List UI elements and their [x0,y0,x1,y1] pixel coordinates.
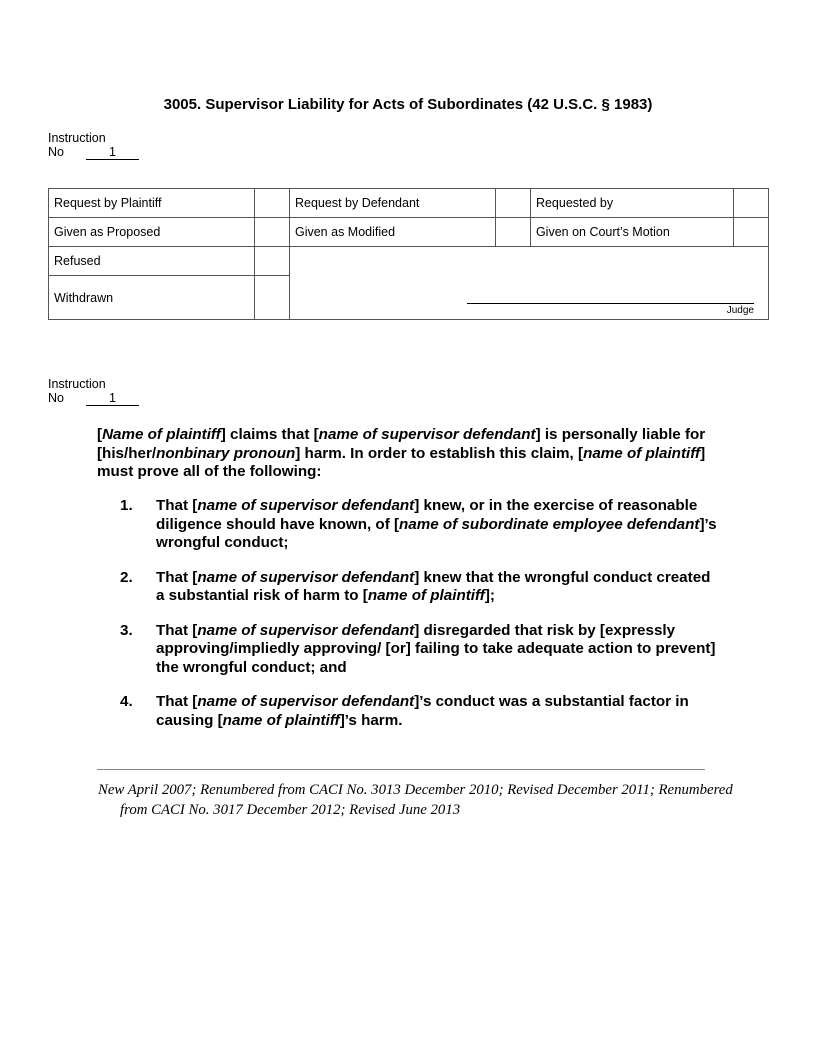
refused-label: Refused [49,247,255,276]
instruction-label: Instruction [48,131,106,145]
request-by-plaintiff-label: Request by Plaintiff [49,189,255,218]
list-item-number: 2. [120,568,133,586]
requested-by-checkbox[interactable] [734,189,769,218]
given-on-courts-motion-checkbox[interactable] [734,218,769,247]
given-as-proposed-label: Given as Proposed [49,218,255,247]
list-item [120,693,720,730]
list-item [120,497,720,553]
list-item-number: 1. [120,497,133,514]
instruction-number: 1 [86,391,139,406]
history-divider [97,769,705,770]
no-label: No [48,391,64,405]
list-item-number: 3. [120,621,133,639]
request-table [48,188,769,320]
list-item-number: 4. [120,693,133,710]
instruction-number-block-top [48,131,139,160]
withdrawn-checkbox[interactable] [255,276,290,320]
refused-checkbox[interactable] [255,247,290,276]
given-as-modified-checkbox[interactable] [496,218,531,247]
list-item-text: That [name of supervisor defendant] knew, or in the exercise of reasonable diligence should have known, of [name of subordinate employee defendant]’s wrongful conduct; [156,497,717,551]
history-note: New April 2007; Renumbered from CACI No. 3013 December 2010; Revised December 2011; Renumbered from CACI No. 3017 December 2012; Revised June 2013 [98,782,733,818]
list-item-text: That [name of supervisor defendant] knew that the wrongful conduct created a substantial risk of harm to [name of plaintiff]; [156,568,711,604]
given-on-courts-motion-label: Given on Court’s Motion [530,218,733,247]
withdrawn-label: Withdrawn [49,276,255,320]
given-as-proposed-checkbox[interactable] [255,218,290,247]
instruction-label: Instruction [48,377,106,391]
judge-signature-line [467,303,754,304]
given-as-modified-label: Given as Modified [289,218,495,247]
request-by-plaintiff-checkbox[interactable] [255,189,290,218]
list-item-text: That [name of supervisor defendant]’s conduct was a substantial factor in causing [name of plaintiff]’s harm. [156,693,689,729]
page-title: 3005. Supervisor Liability for Acts of Subordinates (42 U.S.C. § 1983) [163,96,653,113]
request-by-defendant-checkbox[interactable] [496,189,531,218]
list-item [120,622,720,678]
requested-by-label: Requested by [530,189,733,218]
instruction-number-block-bottom [48,377,139,406]
list-item-text: That [name of supervisor defendant] disregarded that risk by [expressly approving/impliedly approving/ [or] failing to take adequate action to prevent] the wrongful conduct; and [156,621,716,676]
list-item [120,569,720,606]
judge-signature-area [289,247,768,320]
request-by-defendant-label: Request by Defendant [289,189,495,218]
instruction-intro-paragraph: [Name of plaintiff] claims that [name of supervisor defendant] is personally liable for [his/her/nonbinary pronoun] harm. In order to establish this claim, [name of plaintiff] must prove all of the following: [97,426,706,480]
instruction-number: 1 [86,145,139,160]
no-label: No [48,145,64,159]
elements-list [120,497,720,746]
judge-label: Judge [726,305,754,316]
